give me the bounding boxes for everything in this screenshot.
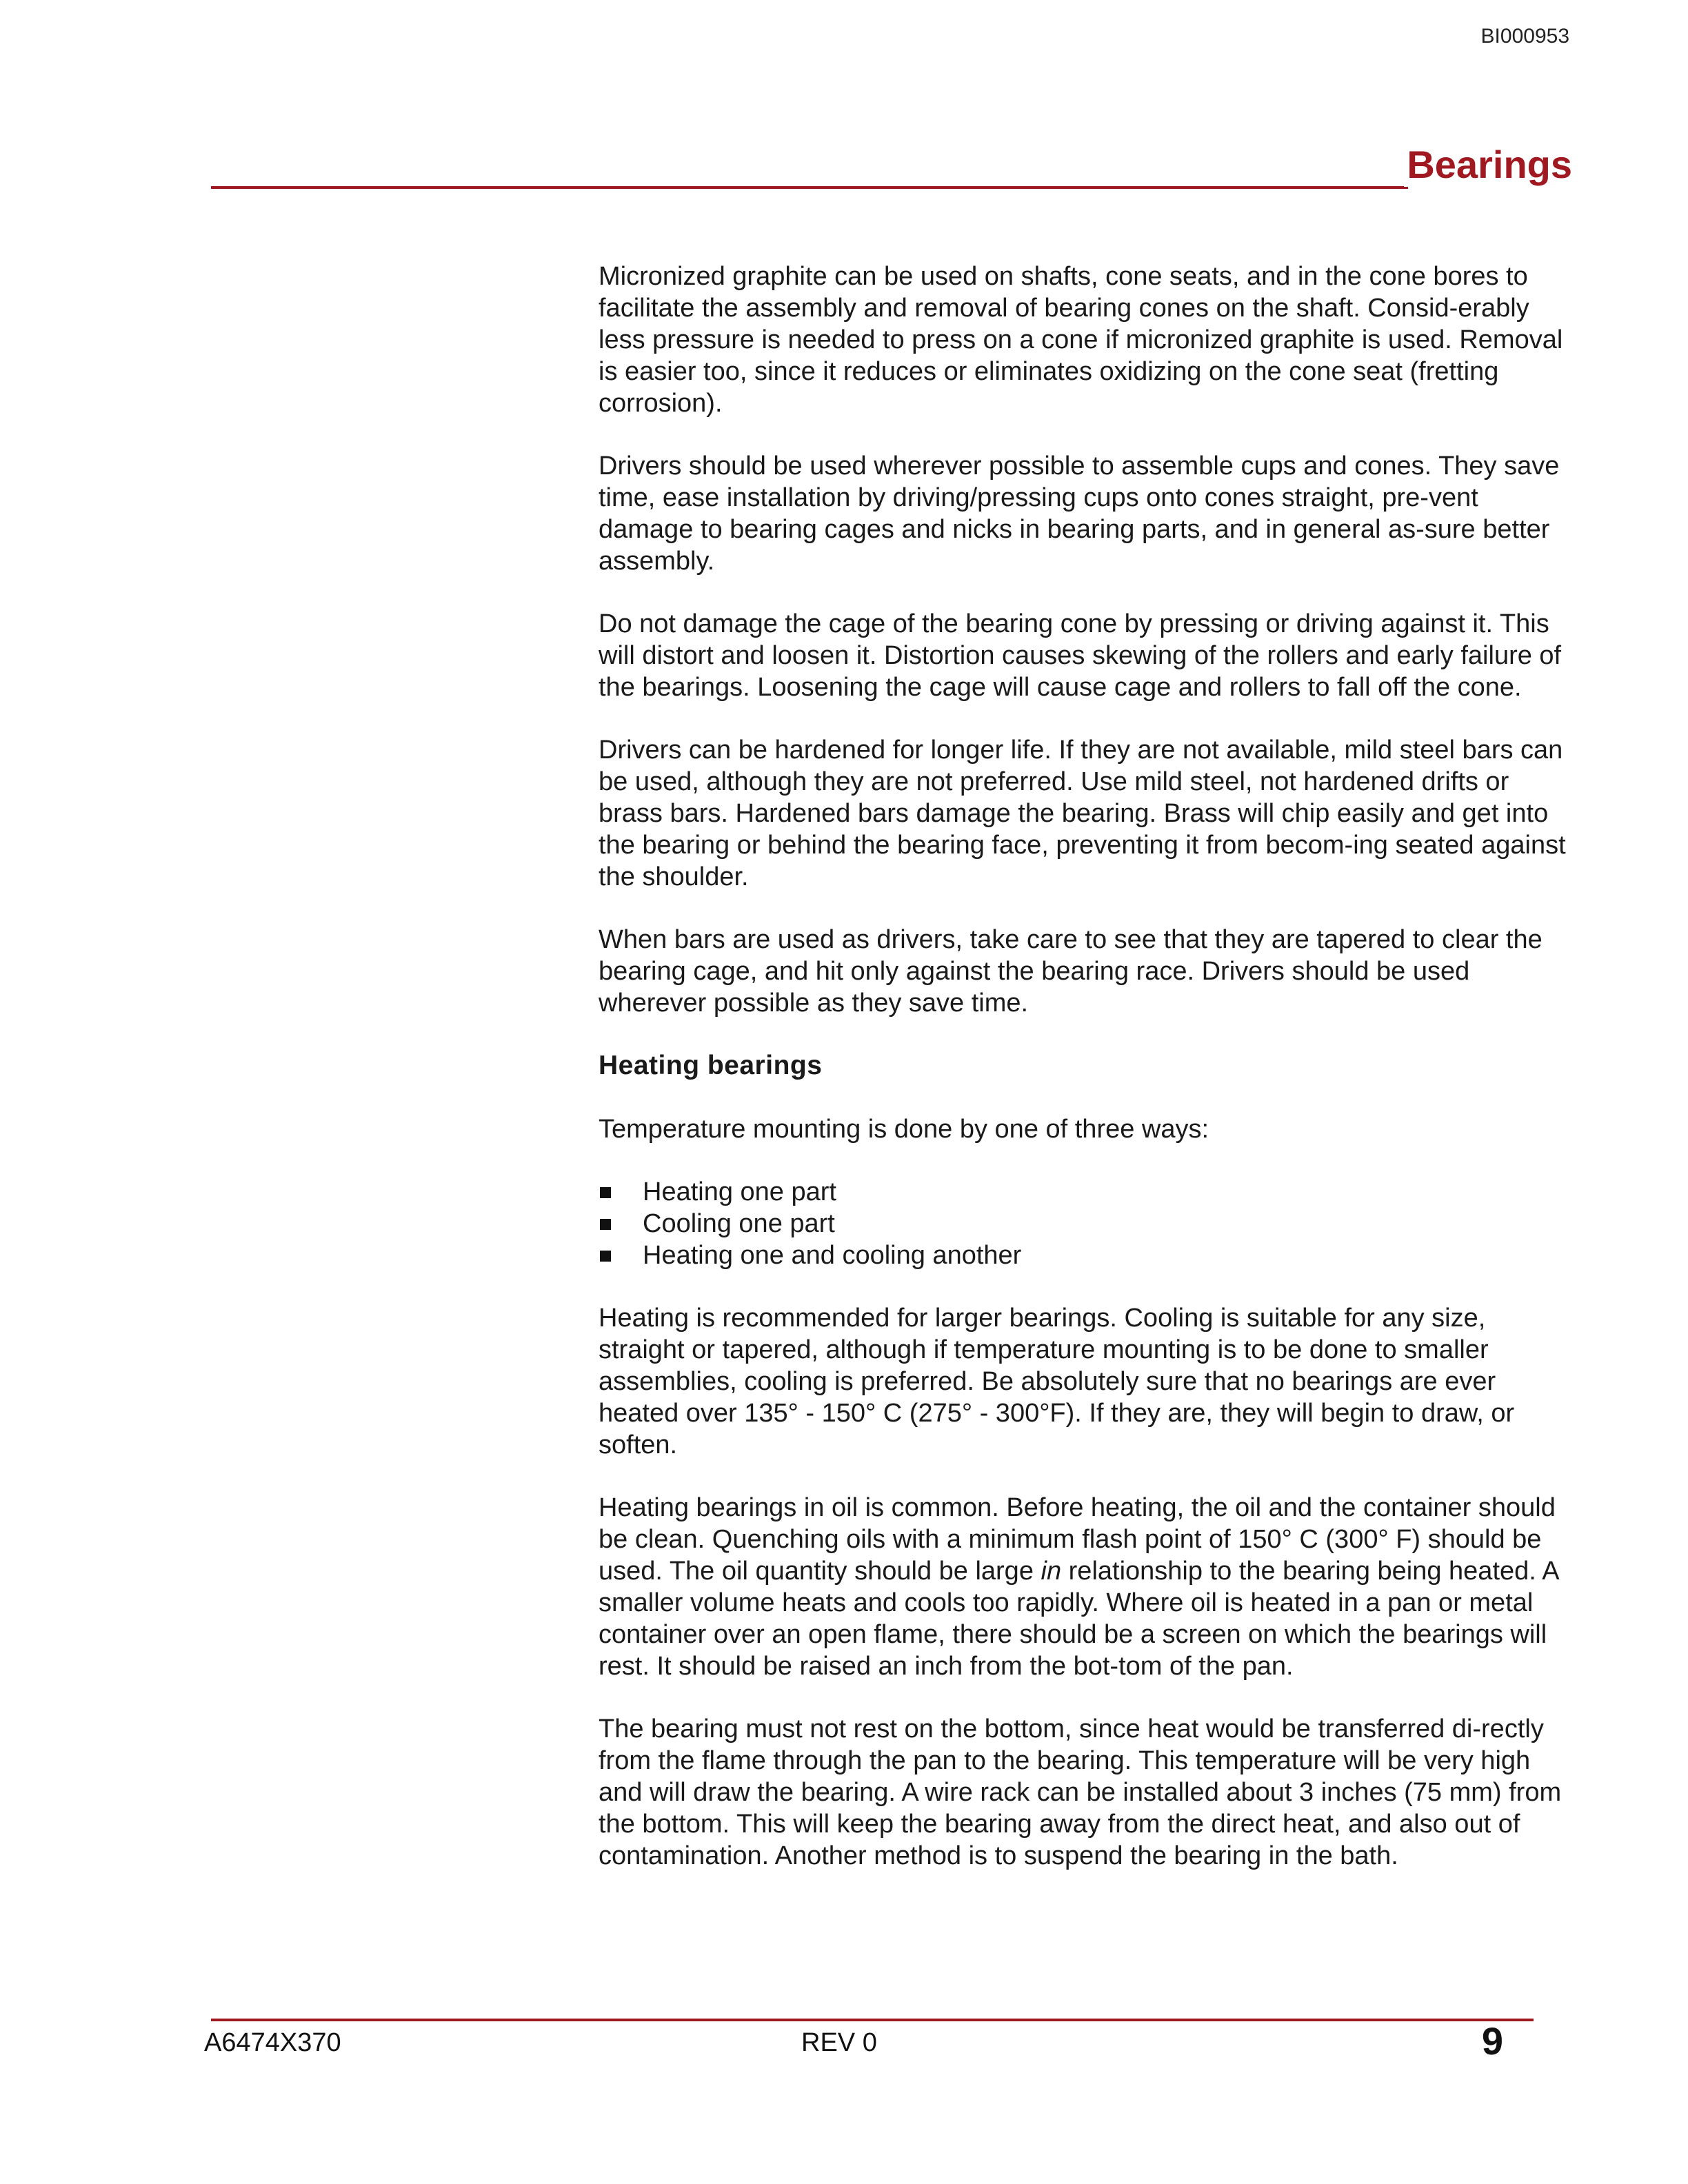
paragraph: Drivers can be hardened for longer life. If they are not available, mild steel bars can be used, although they are not preferred. Use mild steel, not hardened drifts or brass bars. Hardened bars damage the bearing. Brass will chip easily and get into the bearing or behind the bearing face, preventing it from becom-ing seated against the shoulder.	[599, 736, 1566, 891]
paragraph: Heating bearings in oil is common. Before heating, the oil and the container should be clean. Quenching oils with a minimum flash point of 150° C (300° F) should be used. The oil quantity should be large in relationship to the bearing being heated. A smaller volume heats and cools too rapidly. Where oil is heated in a pan or metal container over an open flame, there should be a screen on which the bearings will rest. It should be raised an inch from the bot-tom of the pan.	[599, 1493, 1558, 1681]
footer-revision: REV 0	[801, 2028, 877, 2057]
paragraph: When bars are used as drivers, take care to see that they are tapered to clear the bearing cage, and hit only against the bearing race. Drivers should be used wherever possible as they save time.	[599, 925, 1543, 1018]
list-item: Heating one part	[599, 1176, 1578, 1208]
footer-rule	[211, 2019, 1534, 2021]
doc-code: BI000953	[1480, 25, 1569, 48]
bullet-list	[599, 1176, 1578, 1271]
paragraph: Micronized graphite can be used on shafts, cone seats, and in the cone bores to facilitate the assembly and removal of bearing cones on the shaft. Consid-erably less pressure is needed to press on a cone if micronized graphite is used. Removal is easier too, since it reduces or eliminates oxidizing on the cone seat (fretting corrosion).	[599, 262, 1563, 418]
paragraph: Drivers should be used wherever possible to assemble cups and cones. They save time, ease installation by driving/pressing cups onto cones straight, pre-vent damage to bearing cages and nicks in bearing parts, and in general as-sure better assembly.	[599, 452, 1560, 576]
paragraph: Heating is recommended for larger bearings. Cooling is suitable for any size, straight or tapered, although if temperature mounting is to be done to smaller assemblies, cooling is preferred. Be absolutely sure that no bearings are ever heated over 135° - 150° C (275° - 300°F). If they are, they will begin to draw, or soften.	[599, 1304, 1515, 1459]
section-title: Bearings	[1404, 142, 1572, 187]
square-bullet-icon	[600, 1219, 611, 1230]
paragraph: Temperature mounting is done by one of three ways:	[599, 1115, 1209, 1144]
body-content	[599, 261, 1578, 1903]
footer-doc-number: A6474X370	[204, 2028, 341, 2057]
paragraph: The bearing must not rest on the bottom, since heat would be transferred di-rectly from the flame through the pan to the bearing. This temperature will be very high and will draw the bearing. A wire rack can be installed about 3 inches (75 mm) from the bottom. This will keep the bearing away from the direct heat, and also out of contamination. Another method is to suspend the bearing in the bath.	[599, 1715, 1562, 1870]
list-item: Heating one and cooling another	[599, 1240, 1578, 1271]
header-rule	[211, 186, 1408, 189]
list-item: Cooling one part	[599, 1208, 1578, 1240]
paragraph: Do not damage the cage of the bearing cone by pressing or driving against it. This will distort and loosen it. Distortion causes skewing of the rollers and early failure of the bearings. Loosening the cage will cause cage and rollers to fall off the cone.	[599, 609, 1562, 702]
square-bullet-icon	[600, 1187, 611, 1198]
page-number: 9	[1481, 2019, 1503, 2063]
subheading: Heating bearings	[599, 1051, 823, 1080]
square-bullet-icon	[600, 1251, 611, 1262]
